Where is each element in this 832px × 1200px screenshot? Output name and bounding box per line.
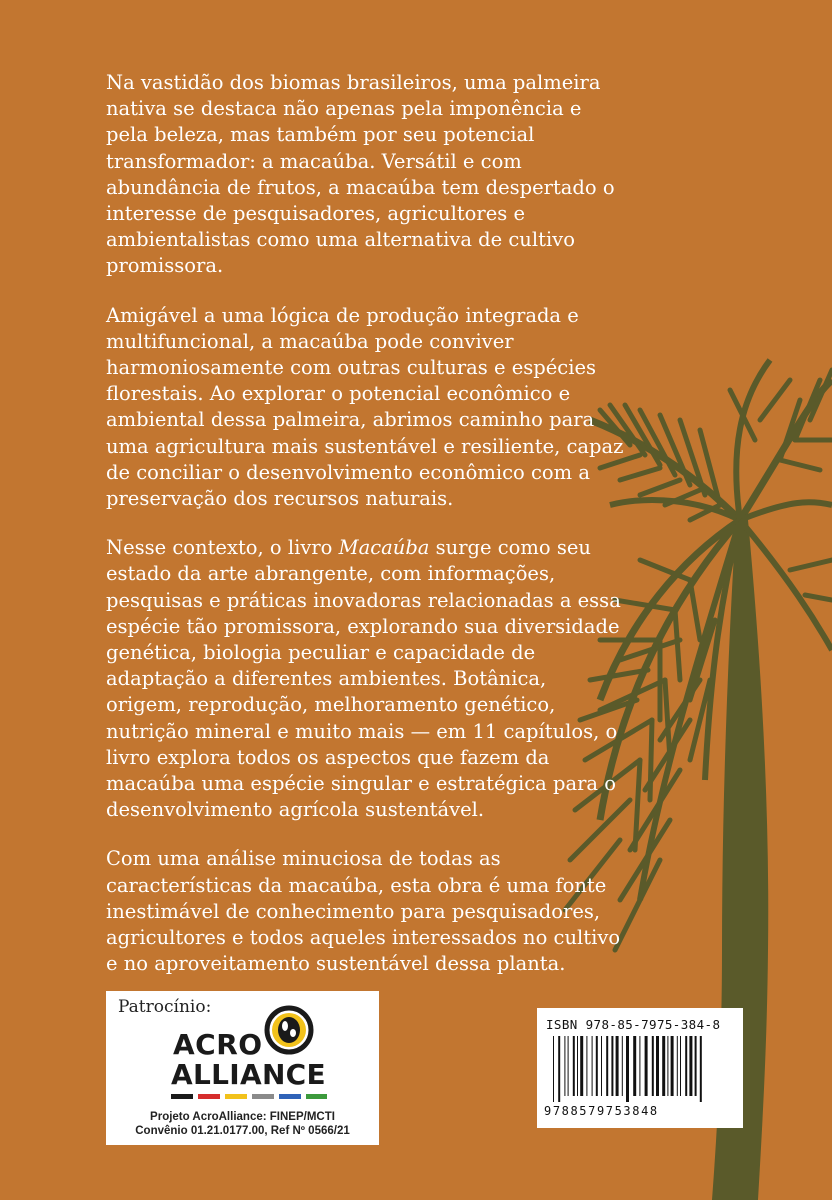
barcode-digits: 9788579753848 [544, 1104, 659, 1118]
paragraph-3 [106, 535, 626, 823]
barcode-bar [592, 1036, 593, 1096]
barcode-bar [656, 1036, 659, 1096]
barcode-bar [662, 1036, 665, 1096]
sponsor-label: Patrocínio: [118, 997, 212, 1017]
paragraph-2: Amigável a uma lógica de produção integrada e multifuncional, a macaúba pode conviver harmoniosamente com outras culturas e espécies florestais. Ao explorar o potencial econômico e ambiental dessa palmeira, abrimos caminho para uma agricultura mais sustentável e resiliente, capaz de conciliar o desenvolvimento econômico com a preservação dos recursos naturais. [106, 303, 624, 511]
logo-text-alliance: ALLIANCE [171, 1058, 326, 1091]
paragraph-1: Na vastidão dos biomas brasileiros, uma palmeira nativa se destaca não apenas pela imponência e pela beleza, mas também por seu potencial transformador: a macaúba. Versátil e com abundância de frutos, a macaúba tem despertado o interesse de pesquisadores, agricultores e ambientalistas como uma alternativa de cultivo promissora. [106, 71, 615, 278]
barcode-bar [652, 1036, 654, 1096]
paragraph-4: Com uma análise minuciosa de todas as características da macaúba, esta obra é uma fonte inestimável de conhecimento para pesquisadores, agricultores e todos aqueles interessados no cultivo e no aproveitamento sustentável dessa planta. [106, 847, 621, 976]
barcode-bar [606, 1036, 608, 1096]
barcode-bar [580, 1036, 583, 1096]
barcode [553, 1036, 739, 1102]
barcode-bar [645, 1036, 648, 1096]
barcode-bar [667, 1036, 668, 1096]
back-cover-text [106, 70, 626, 1001]
sponsor-project-note [106, 1110, 379, 1138]
barcode-bar [677, 1036, 678, 1096]
barcode-bar [622, 1036, 623, 1096]
barcode-bar [586, 1036, 587, 1096]
barcode-bar [689, 1036, 692, 1096]
barcode-bar [680, 1036, 681, 1096]
logo-color-bars [171, 1094, 327, 1100]
barcode-bar [685, 1036, 687, 1096]
barcode-bar [700, 1036, 702, 1102]
barcode-bar [596, 1036, 598, 1096]
sponsor-note-line-1: Projeto AcroAlliance: FINEP/MCTI [150, 1111, 335, 1123]
barcode-bar [616, 1036, 619, 1096]
barcode-bar [558, 1036, 560, 1102]
barcode-bar [611, 1036, 613, 1096]
book-title-italic: Macaúba [338, 536, 430, 560]
barcode-bar [633, 1036, 636, 1096]
barcode-bar [626, 1036, 629, 1102]
paragraph-3-end: surge como seu estado da arte abrangente, com informações, pesquisas e práticas inovadoras relacionadas a essa espécie tão promissora, explorando sua diversidade genética, biologia peculiar e capacidade de adaptação a diferentes ambientes. Botânica, origem, reprodução, melhoramento genético, nutrição mineral e muito mais — em 11 capítulos, o livro explora todos os aspectos que fazem da macaúba uma espécie singular e estratégica para o desenvolvimento agrícola sustentável. [106, 536, 621, 822]
paragraph-3-start: Nesse contexto, o livro [106, 536, 339, 560]
logo-text-acro: ACRO [173, 1028, 263, 1061]
barcode-bar [577, 1036, 578, 1096]
barcode-bar [695, 1036, 697, 1096]
barcode-bar [601, 1036, 602, 1096]
barcode-bar [639, 1036, 640, 1096]
barcode-bar [573, 1036, 575, 1096]
barcode-bar [553, 1036, 554, 1102]
isbn-label: ISBN 978-85-7975-384-8 [546, 1017, 721, 1032]
barcode-bar [568, 1036, 569, 1096]
sponsor-note-line-2: Convênio 01.21.0177.00, Ref Nº 0566/21 [135, 1125, 350, 1137]
barcode-bar [671, 1036, 674, 1096]
barcode-bar [564, 1036, 565, 1096]
acroalliance-seed-icon [264, 1005, 314, 1055]
